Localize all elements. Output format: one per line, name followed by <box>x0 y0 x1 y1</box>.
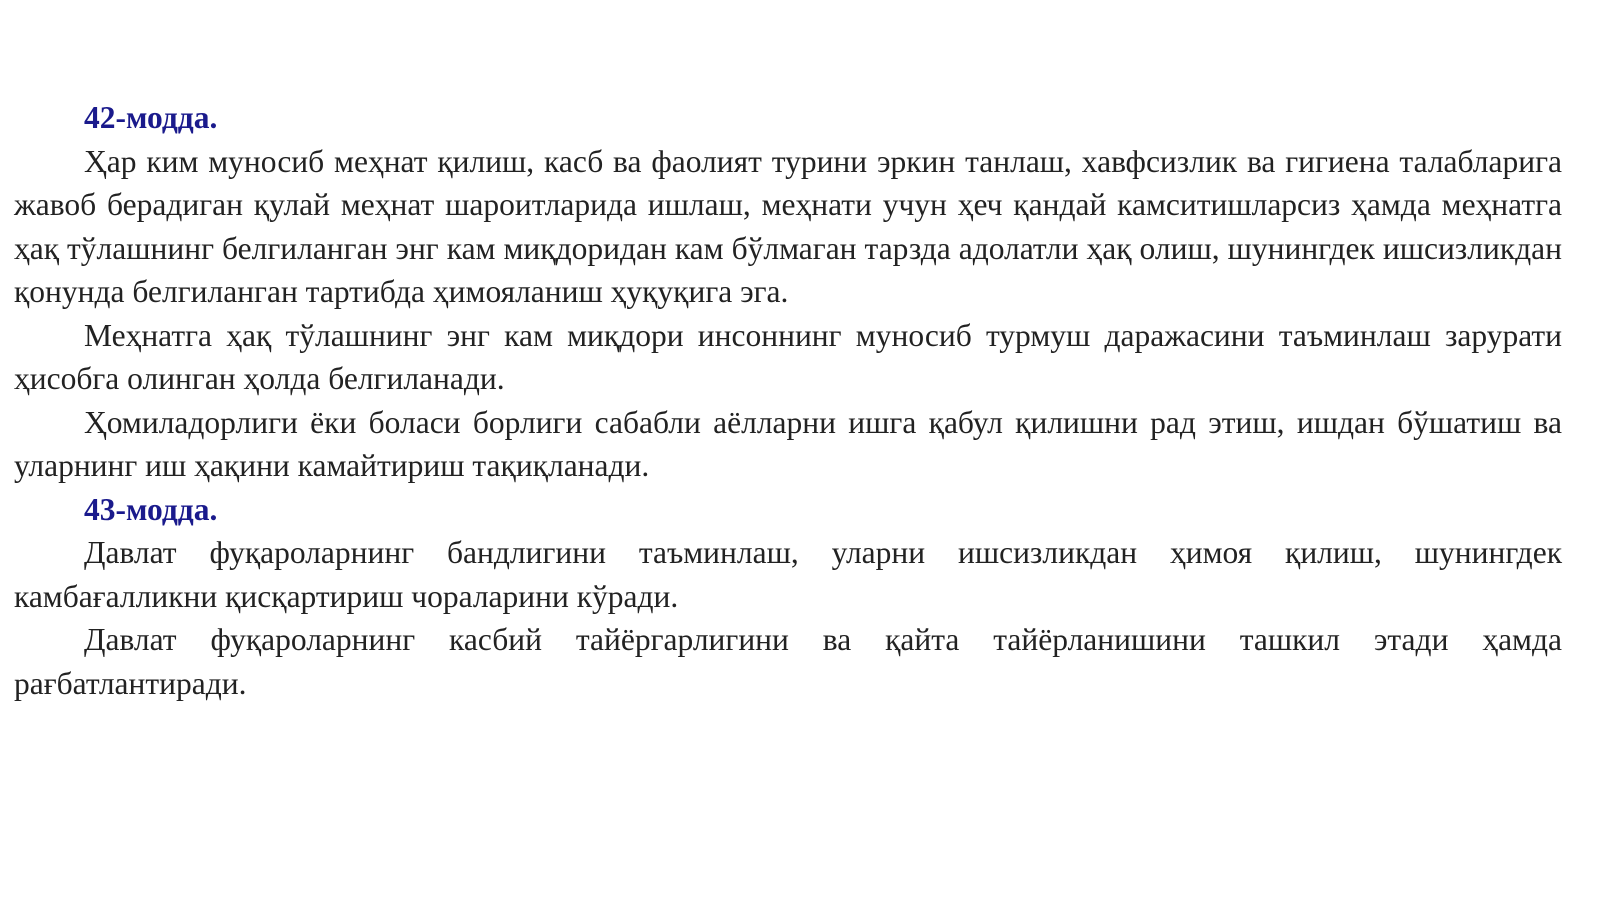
article-43-paragraph-1: Давлат фуқароларнинг бандлигини таъминлаш, уларни ишсизликдан ҳимоя қилиш, шунингдек камбағалликни қисқартириш чораларини кўради. <box>14 535 1562 614</box>
article-42-paragraph-2: Меҳнатга ҳақ тўлашнинг энг кам миқдори инсоннинг муносиб турмуш даражасини таъминлаш зарурати ҳисобга олинган ҳолда белгиланади. <box>14 317 1562 396</box>
document-body <box>14 96 1562 705</box>
article-43-paragraph-2: Давлат фуқароларнинг касбий тайёргарлигини ва қайта тайёрланишини ташкил этади ҳамда рағбатлантиради. <box>14 622 1562 701</box>
article-42-paragraph-1: Ҳар ким муносиб меҳнат қилиш, касб ва фаолият турини эркин танлаш, хавфсизлик ва гигиена талабларига жавоб берадиган қулай меҳнат шароитларида ишлаш, меҳнати учун ҳеч қандай камситишларсиз ҳамда меҳнатга ҳақ тўлашнинг белгиланган энг кам миқдоридан кам бўлмаган тарзда адолатли ҳақ олиш, шунингдек ишсизликдан қонунда белгиланган тартибда ҳимояланиш ҳуқуқига эга. <box>14 143 1562 309</box>
article-43-heading: 43-модда. <box>84 491 218 527</box>
article-42-heading: 42-модда. <box>84 100 218 135</box>
article-42-paragraph-3: Ҳомиладорлиги ёки боласи борлиги сабабли аёлларни ишга қабул қилишни рад этиш, ишдан бўшатиш ва уларнинг иш ҳақини камайтириш тақиқланади. <box>14 404 1562 483</box>
